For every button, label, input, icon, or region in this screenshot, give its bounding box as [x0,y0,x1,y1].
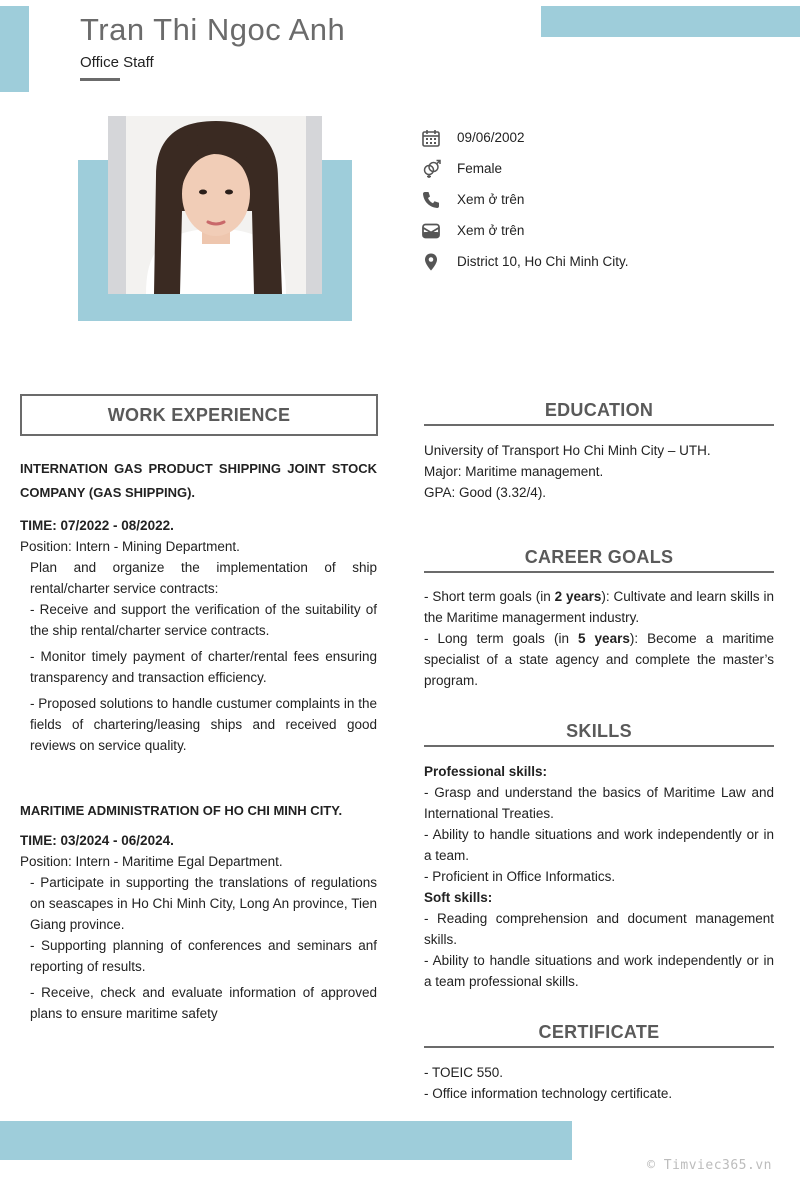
phone-icon [420,189,442,211]
job-company: MARITIME ADMINISTRATION OF HO CHI MINH CITY. [20,803,343,818]
contact-info [420,122,780,277]
certificate-item: - Office information technology certificate. [424,1086,673,1101]
skills-section [424,761,774,992]
education-line: University of Transport Ho Chi Minh City – UTH. [424,443,711,458]
skill-item: - Ability to handle situations and work independently or in a team. [424,827,774,863]
career-goals-heading: CAREER GOALS [524,547,674,567]
person-portrait-icon [126,116,306,294]
top-right-accent-bar [541,6,800,37]
work-experience-heading: WORK EXPERIENCE [20,394,378,436]
job-company: INTERNATION GAS PRODUCT SHIPPING JOINT STOCK COMPANY (GAS SHIPPING). [20,461,377,500]
skills-heading: SKILLS [566,721,632,741]
skills-heading-line [424,745,774,747]
email-text: Xem ở trên [457,223,525,238]
job-position: Position: Intern - Mining Department. [20,539,240,554]
contact-email [420,215,780,246]
skill-item: - Grasp and understand the basics of Maritime Law and International Treaties. [424,785,774,821]
skill-item: - Reading comprehension and document management skills. [424,911,774,947]
job-time: TIME: 07/2022 - 08/2022. [20,518,174,533]
job-time: TIME: 03/2024 - 06/2024. [20,833,174,848]
education-line: GPA: Good (3.32/4). [424,485,547,500]
job-duty: - Supporting planning of conferences and seminars anf reporting of results. [30,938,377,974]
education-heading-line [424,424,774,426]
calendar-icon [420,127,442,149]
job-title: Office Staff [80,54,154,71]
phone-text: Xem ở trên [457,192,525,207]
job-duty: - Proposed solutions to handle custumer complaints in the fields of chartering/leasing ships and received good reviews on service quality. [30,696,377,753]
gender-text: Female [457,161,503,176]
professional-skills-label: Professional skills: [424,764,548,779]
footer-accent-bar [0,1121,572,1160]
top-left-accent-block [0,6,29,92]
birthdate-text: 09/06/2002 [457,130,525,145]
work-experience-section [20,457,377,1024]
skill-item: - Ability to handle situations and work independently or in a team professional skills. [424,953,774,989]
contact-gender [420,153,780,184]
watermark: © Timviec365.vn [647,1158,772,1173]
email-icon [420,220,442,242]
job-duty: - Monitor timely payment of charter/rental fees ensuring transparency and transaction efficiency. [30,649,377,685]
job-duty: - Receive, check and evaluate information of approved plans to ensure maritime safety [30,985,377,1021]
job-duty: - Participate in supporting the translations of regulations on seascapes in Ho Chi Minh City, Long An province, Tien Giang province. [30,875,377,932]
short-term-goal: - Short term goals (in 2 years): Cultivate and learn skills in the Maritime managerment industry. [424,589,774,625]
contact-birthdate [420,122,780,153]
job-duty: - Receive and support the verification of the suitability of the ship rental/charter service contracts. [30,602,377,638]
education-heading: EDUCATION [544,400,654,420]
career-goals-heading-line [424,571,774,573]
skill-item: - Proficient in Office Informatics. [424,869,616,884]
job-position: Position: Intern - Maritime Egal Department. [20,854,283,869]
job-title-underline [80,78,120,81]
career-goals-section [424,586,774,691]
profile-photo [126,116,306,294]
long-term-goal: - Long term goals (in 5 years): Become a maritime specialist of a state agency and complete the master’s program. [424,631,774,688]
education-line: Major: Maritime management. [424,464,604,479]
job-duty: Plan and organize the implementation of ship rental/charter service contracts: [30,560,377,596]
certificate-section [424,1062,774,1104]
contact-phone [420,184,780,215]
candidate-name: Tran Thi Ngoc Anh [80,12,346,47]
gender-icon [420,158,442,180]
soft-skills-label: Soft skills: [424,890,493,905]
education-section [424,440,774,503]
certificate-heading: CERTIFICATE [538,1022,660,1042]
location-pin-icon [420,251,442,273]
address-text: District 10, Ho Chi Minh City. [457,254,629,269]
contact-address [420,246,780,277]
certificate-heading-line [424,1046,774,1048]
certificate-item: - TOEIC 550. [424,1065,504,1080]
